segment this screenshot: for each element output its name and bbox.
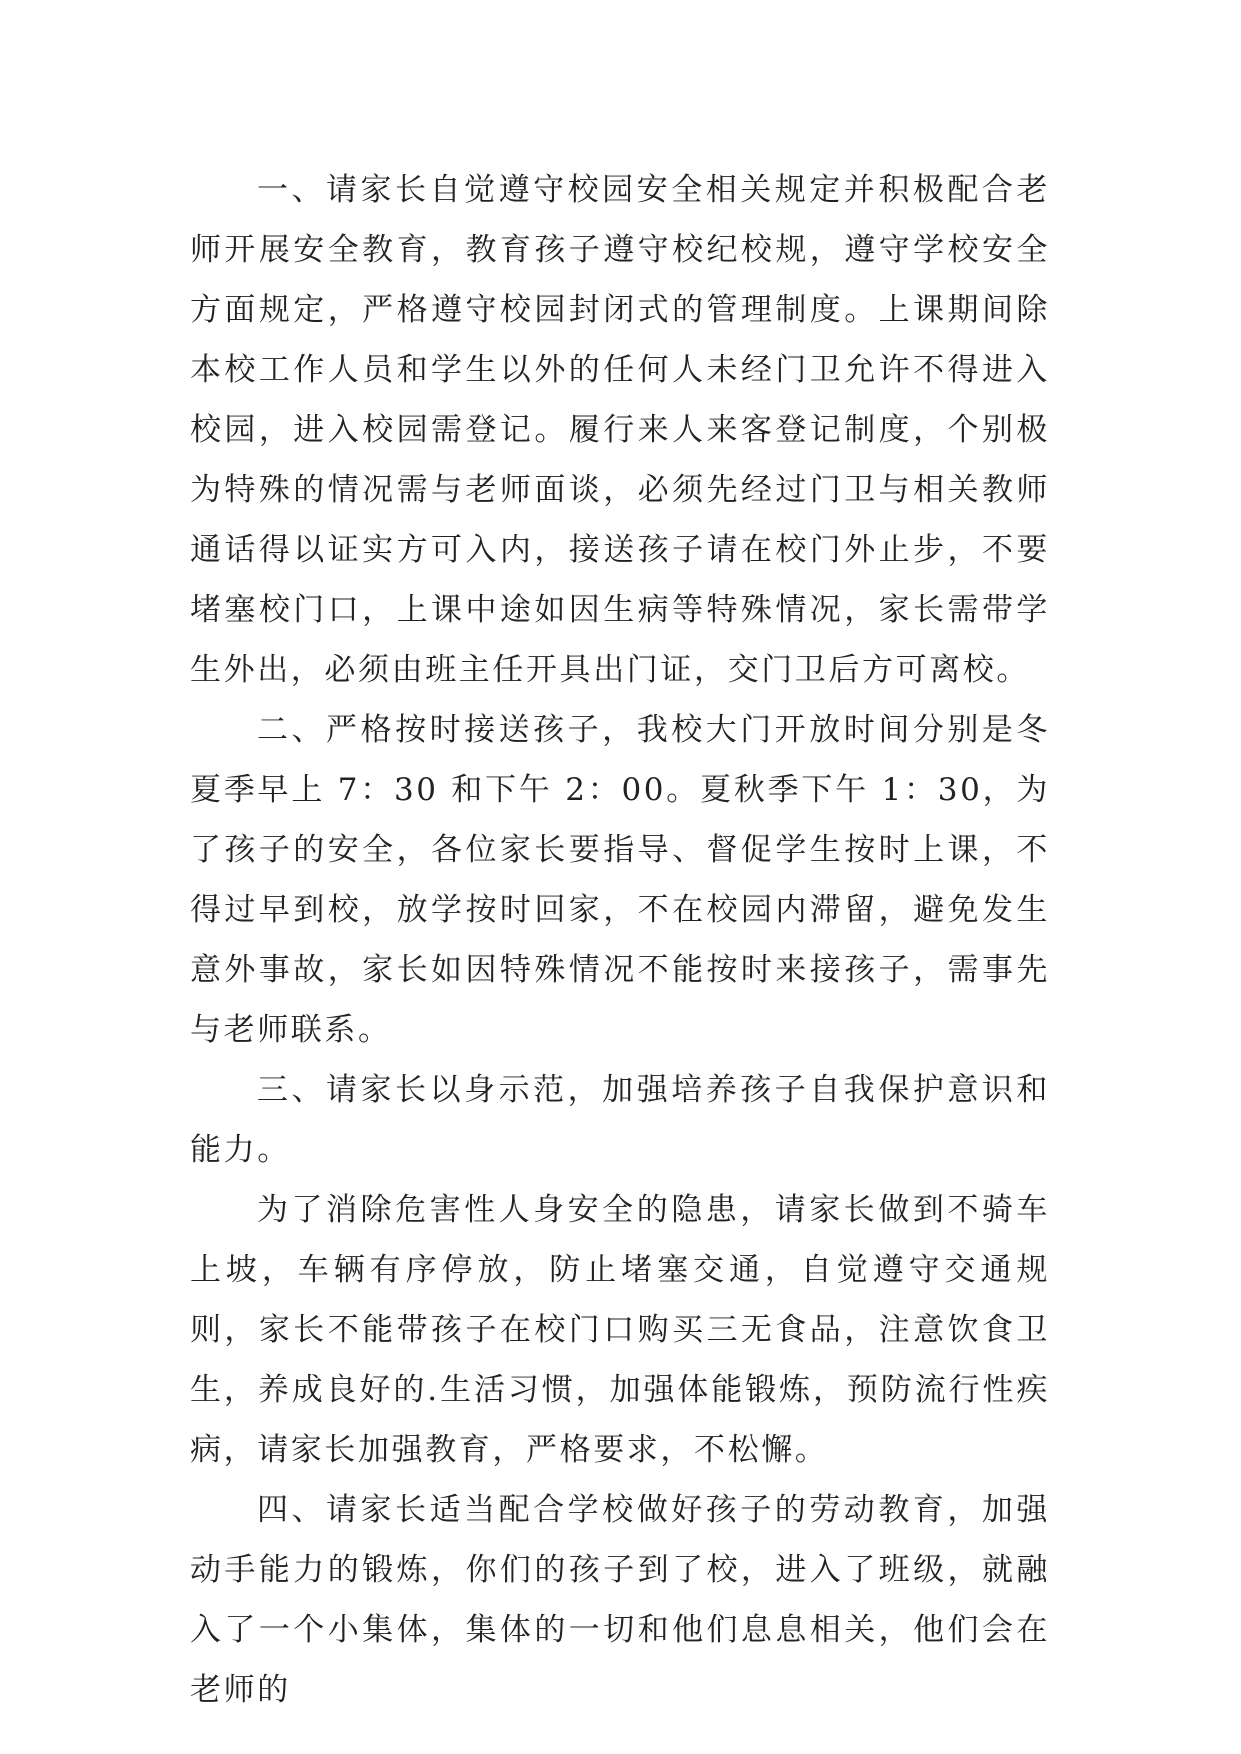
paragraph-self-protection: 三、请家长以身示范，加强培养孩子自我保护意识和能力。	[190, 1072, 1050, 1168]
paragraph-labor-education: 四、请家长适当配合学校做好孩子的劳动教育，加强动手能力的锻炼，你们的孩子到了校，进入了班级，就融入了一个小集体，集体的一切和他们息息相关，他们会在老师的	[190, 1492, 1050, 1708]
paragraph-safety-rules: 一、请家长自觉遵守校园安全相关规定并积极配合老师开展安全教育，教育孩子遵守校纪校规，遵守学校安全方面规定，严格遵守校园封闭式的管理制度。上课期间除本校工作人员和学生以外的任何人未经门卫允许不得进入校园，进入校园需登记。履行来人来客登记制度，个别极为特殊的情况需与老师面谈，必须先经过门卫与相关教师通话得以证实方可入内，接送孩子请在校门外止步，不要堵塞校门口，上课中途如因生病等特殊情况，家长需带学生外出，必须由班主任开具出门证，交门卫后方可离校。	[190, 172, 1050, 688]
paragraph-hazard-prevention: 为了消除危害性人身安全的隐患，请家长做到不骑车上坡，车辆有序停放，防止堵塞交通，自觉遵守交通规则，家长不能带孩子在校门口购买三无食品，注意饮食卫生，养成良好的.生活习惯，加强体能锻炼，预防流行性疾病，请家长加强教育，严格要求，不松懈。	[190, 1192, 1050, 1468]
paragraph-pickup-times: 二、严格按时接送孩子，我校大门开放时间分别是冬夏季早上 7：30 和下午 2：00。夏秋季下午 1：30，为了孩子的安全，各位家长要指导、督促学生按时上课，不得过早到校，放学按时回家，不在校园内滞留，避免发生意外事故，家长如因特殊情况不能按时来接孩子，需事先与老师联系。	[190, 712, 1050, 1048]
document-page	[190, 160, 1050, 1720]
